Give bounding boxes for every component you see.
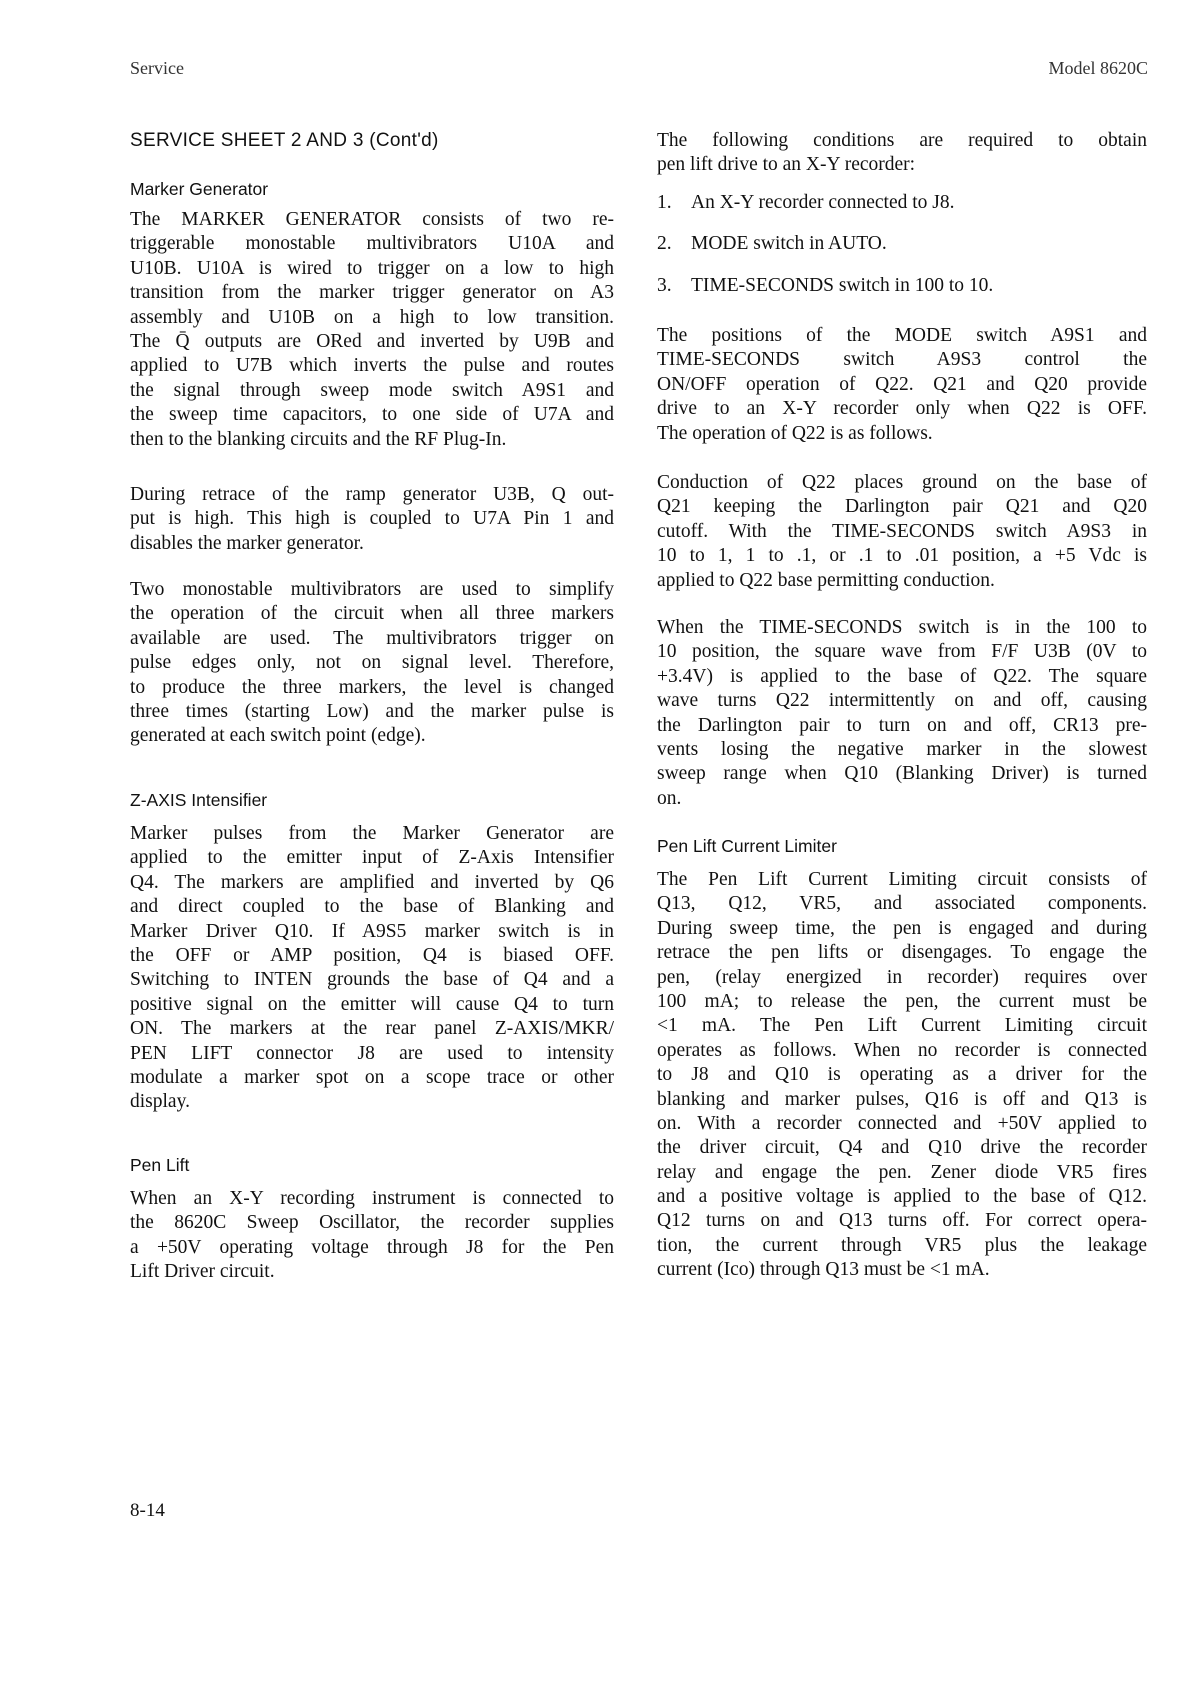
text-line: pulse edges only, not on signal level. Therefore, — [130, 652, 614, 674]
text-line: 10 position, the square wave from F/F U3B (0V to — [657, 641, 1147, 663]
text-line: on. With a recorder connected and +50V applied to — [657, 1112, 1147, 1134]
text-line: Marker Driver Q10. If A9S5 marker switch is in — [130, 920, 614, 942]
condition-text: An X-Y recorder connected to J8. — [691, 192, 955, 213]
text-line: pen lift drive to an X-Y recorder: — [657, 154, 916, 176]
text-line: display. — [130, 1091, 190, 1113]
text-line: transition from the marker trigger generator on A3 — [130, 282, 614, 304]
text-line: the OFF or AMP position, Q4 is biased OFF. — [130, 944, 614, 966]
condition-text: TIME-SECONDS switch in 100 to 10. — [691, 275, 994, 296]
text-line: drive to an X-Y recorder only when Q22 is OFF. — [657, 398, 1147, 420]
text-line: assembly and U10B on a high to low transition. — [130, 306, 614, 328]
paragraph — [130, 578, 614, 749]
text-line: The operation of Q22 is as follows. — [657, 422, 933, 444]
paragraph — [130, 822, 614, 1115]
text-line: put is high. This high is coupled to U7A Pin 1 and — [130, 508, 614, 530]
text-line: The Pen Lift Current Limiting circuit consists of — [657, 869, 1147, 890]
text-line: to produce the three markers, the level is changed — [130, 676, 614, 698]
running-header-section: Service — [130, 58, 184, 78]
text-line: the sweep time capacitors, to one side of U7A and — [130, 404, 614, 426]
text-line: positive signal on the emitter will cause Q4 to turn — [130, 993, 614, 1015]
text-line: ON. The markers at the rear panel Z-AXIS/MKR/ — [130, 1018, 614, 1040]
text-line: a +50V operating voltage through J8 for the Pen — [130, 1236, 614, 1258]
text-line: When an X-Y recording instrument is connected to — [130, 1188, 614, 1209]
text-line: and direct coupled to the base of Blanking and — [130, 896, 614, 918]
text-line: then to the blanking circuits and the RF Plug-In. — [130, 428, 507, 450]
text-line: cutoff. With the TIME-SECONDS switch A9S3 in — [657, 520, 1147, 542]
text-line: modulate a marker spot on a scope trace or other — [130, 1066, 614, 1088]
text-line: the 8620C Sweep Oscillator, the recorder supplies — [130, 1212, 614, 1234]
text-line: The MARKER GENERATOR consists of two re- — [130, 209, 614, 230]
text-line: current (Ico) through Q13 must be <1 mA. — [657, 1259, 990, 1281]
text-line: During retrace of the ramp generator U3B, Q out- — [130, 484, 614, 505]
text-line: retrace the pen lifts or disengages. To engage the — [657, 942, 1147, 964]
text-line: Switching to INTEN grounds the base of Q4 and a — [130, 969, 614, 991]
text-line: the operation of the circuit when all three markers — [130, 603, 614, 625]
text-line: tion, the current through VR5 plus the leakage — [657, 1234, 1147, 1256]
text-line: applied to Q22 base permitting conduction. — [657, 569, 995, 591]
text-line: generated at each switch point (edge). — [130, 725, 426, 747]
paragraph — [130, 208, 614, 452]
text-line: and a positive voltage is applied to the base of Q12. — [657, 1186, 1147, 1208]
text-line: The following conditions are required to obtain — [657, 130, 1147, 151]
text-line: <1 mA. The Pen Lift Current Limiting circuit — [657, 1015, 1147, 1037]
text-line: 100 mA; to release the pen, the current must be — [657, 990, 1147, 1012]
text-line: the driver circuit, Q4 and Q10 drive the recorder — [657, 1137, 1147, 1159]
text-line: When the TIME-SECONDS switch is in the 100 to — [657, 617, 1147, 638]
text-line: pen, (relay energized in recorder) requires over — [657, 966, 1147, 988]
text-line: Q13, Q12, VR5, and associated components. — [657, 893, 1147, 915]
condition-text: MODE switch in AUTO. — [691, 233, 887, 254]
text-line: The positions of the MODE switch A9S1 and — [657, 325, 1147, 346]
text-line: During sweep time, the pen is engaged and during — [657, 917, 1147, 939]
paragraph-intro — [657, 129, 1147, 178]
heading-z-axis-intensifier: Z-AXIS Intensifier — [130, 790, 268, 810]
paragraph — [657, 616, 1147, 811]
condition-item — [657, 275, 993, 297]
text-line: relay and engage the pen. Zener diode VR5 fires — [657, 1161, 1147, 1183]
text-line: TIME-SECONDS switch A9S3 control the — [657, 349, 1147, 371]
text-line: to J8 and Q10 is operating as a driver for the — [657, 1064, 1147, 1086]
page-title: SERVICE SHEET 2 AND 3 (Cont'd) — [130, 130, 439, 151]
text-line: available are used. The multivibrators trigger on — [130, 627, 614, 649]
text-line: The Q̄ outputs are ORed and inverted by U9B and — [130, 330, 614, 352]
text-line: on. — [657, 787, 682, 809]
text-line: vents losing the negative marker in the slowest — [657, 738, 1147, 760]
text-line: three times (starting Low) and the marker pulse is — [130, 700, 614, 722]
heading-marker-generator: Marker Generator — [130, 179, 269, 199]
paragraph — [657, 868, 1147, 1283]
running-header-model: Model 8620C — [1048, 58, 1148, 78]
text-line: disables the marker generator. — [130, 532, 364, 554]
condition-item — [657, 192, 955, 214]
text-line: blanking and marker pulses, Q16 is off and Q13 is — [657, 1088, 1147, 1110]
text-line: Q12 turns on and Q13 turns off. For correct opera- — [657, 1210, 1147, 1232]
text-line: Lift Driver circuit. — [130, 1261, 275, 1283]
text-line: applied to U7B which inverts the pulse and routes — [130, 355, 614, 377]
text-line: U10B. U10A is wired to trigger on a low to high — [130, 257, 614, 279]
paragraph — [657, 324, 1147, 446]
text-line: Conduction of Q22 places ground on the base of — [657, 472, 1147, 493]
text-line: +3.4V) is applied to the base of Q22. The square — [657, 665, 1147, 687]
text-line: the signal through sweep mode switch A9S1 and — [130, 379, 614, 401]
text-line: Q4. The markers are amplified and inverted by Q6 — [130, 871, 614, 893]
heading-pen-lift: Pen Lift — [130, 1155, 190, 1175]
text-line: Marker pulses from the Marker Generator are — [130, 823, 614, 844]
text-line: 10 to 1, 1 to .1, or .1 to .01 position, a +5 Vdc is — [657, 545, 1147, 567]
condition-item — [657, 233, 887, 255]
text-line: applied to the emitter input of Z-Axis Intensifier — [130, 847, 614, 869]
text-line: PEN LIFT connector J8 are used to intensity — [130, 1042, 614, 1064]
condition-number: 1. — [657, 192, 672, 213]
text-line: the Darlington pair to turn on and off, CR13 pre- — [657, 714, 1147, 736]
text-line: wave turns Q22 intermittently on and off, causing — [657, 690, 1147, 712]
text-line: Q21 keeping the Darlington pair Q21 and Q20 — [657, 496, 1147, 518]
paragraph — [130, 1187, 614, 1285]
condition-number: 2. — [657, 233, 672, 254]
heading-pen-lift-current-limiter: Pen Lift Current Limiter — [657, 836, 837, 856]
text-line: ON/OFF operation of Q22. Q21 and Q20 provide — [657, 373, 1147, 395]
condition-number: 3. — [657, 275, 672, 296]
paragraph — [657, 471, 1147, 593]
text-line: operates as follows. When no recorder is connected — [657, 1039, 1147, 1061]
text-line: triggerable monostable multivibrators U10A and — [130, 233, 614, 255]
text-line: Two monostable multivibrators are used to simplify — [130, 579, 614, 600]
text-line: sweep range when Q10 (Blanking Driver) is turned — [657, 763, 1147, 785]
paragraph — [130, 483, 614, 556]
page-number: 8-14 — [130, 1500, 165, 1521]
